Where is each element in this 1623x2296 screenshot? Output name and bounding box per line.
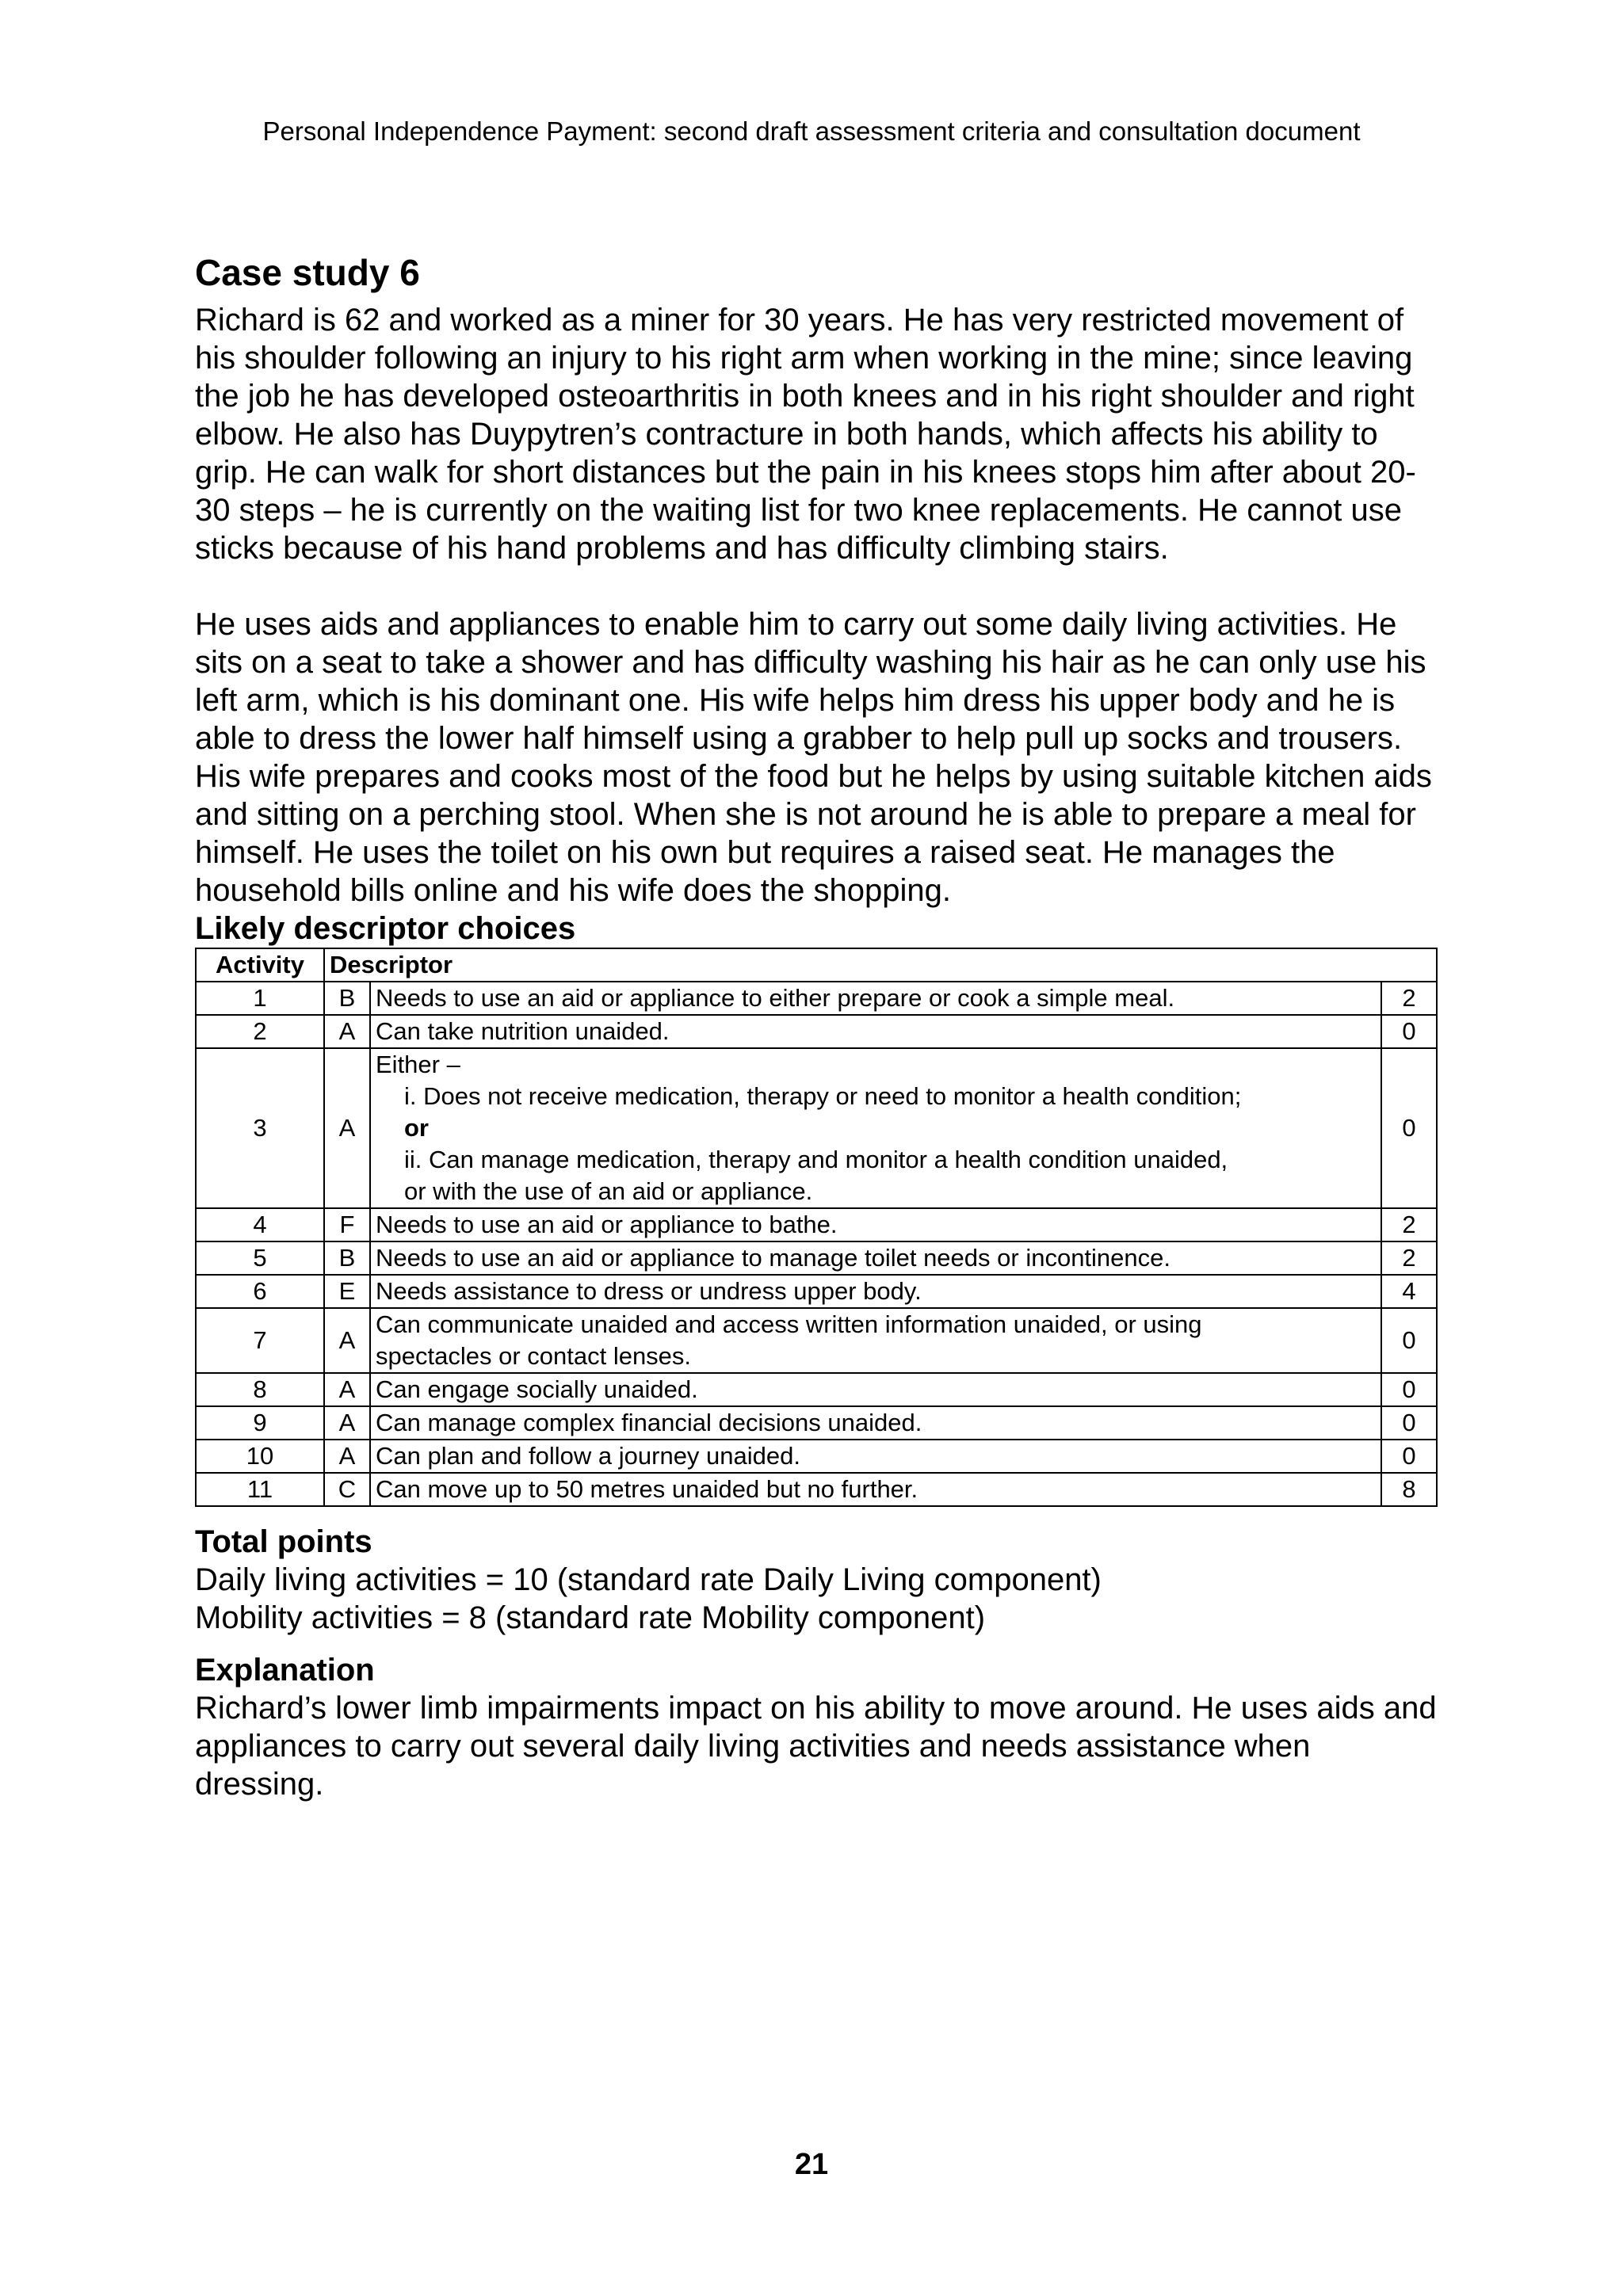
table-row bbox=[196, 982, 1437, 1015]
descriptor-letter: F bbox=[324, 1208, 370, 1241]
activity-number: 1 bbox=[196, 982, 324, 1015]
descriptor-letter: A bbox=[324, 1015, 370, 1048]
explanation-text: Richard’s lower limb impairments impact on his ability to move around. He uses aids and appliances to carry out several daily living activities and needs assistance when dressing. bbox=[195, 1691, 1437, 1802]
total-points-section bbox=[195, 1523, 1447, 1637]
descriptor-letter: A bbox=[324, 1048, 370, 1208]
case-paragraph-2: He uses aids and appliances to enable him to carry out some daily living activities. He sits on a seat to take a shower and has difficulty washing his hair as he can only use his left arm, which is his dominant one. His wife helps him dress his upper body and he is able to dress the lower half himself using a grabber to help pull up socks and trousers. His wife prepares and cooks most of the food but he helps by using suitable kitchen aids and sitting on a perching stool. When she is not around he is able to prepare a meal for himself. He uses the toilet on his own but requires a raised seat. He manages the household bills online and his wife does the shopping. bbox=[195, 607, 1432, 908]
table-row bbox=[196, 1241, 1437, 1275]
explanation-heading: Explanation bbox=[195, 1653, 375, 1688]
option-i: i. Does not receive medication, therapy or need to monitor a health condition; bbox=[404, 1082, 1242, 1110]
descriptor-text-line-2: spectacles or contact lenses. bbox=[376, 1342, 692, 1370]
descriptor-points: 0 bbox=[1381, 1406, 1437, 1440]
descriptor-letter: A bbox=[324, 1308, 370, 1373]
page-content bbox=[195, 250, 1447, 1803]
descriptor-letter: A bbox=[324, 1406, 370, 1440]
option-ii-continued: or with the use of an aid or appliance. bbox=[404, 1177, 813, 1205]
table-row bbox=[196, 1373, 1437, 1406]
activity-number: 5 bbox=[196, 1241, 324, 1275]
descriptor-points: 0 bbox=[1381, 1015, 1437, 1048]
descriptor-letter: A bbox=[324, 1440, 370, 1473]
explanation-section bbox=[195, 1651, 1447, 1803]
descriptor-table bbox=[195, 948, 1438, 1507]
descriptor-text: Needs to use an aid or appliance to either prepare or cook a simple meal. bbox=[370, 982, 1381, 1015]
daily-living-total: Daily living activities = 10 (standard rate Daily Living component) bbox=[195, 1562, 1102, 1597]
descriptor-text: Needs assistance to dress or undress upper body. bbox=[370, 1275, 1381, 1308]
descriptor-points: 0 bbox=[1381, 1440, 1437, 1473]
running-header: Personal Independence Payment: second draft assessment criteria and consultation document bbox=[262, 116, 1361, 146]
descriptor-text: Needs to use an aid or appliance to bathe. bbox=[370, 1208, 1381, 1241]
descriptor-points: 0 bbox=[1381, 1048, 1437, 1208]
activity-number: 4 bbox=[196, 1208, 324, 1241]
table-row bbox=[196, 1308, 1437, 1373]
descriptor-points: 8 bbox=[1381, 1473, 1437, 1506]
descriptor-letter: B bbox=[324, 982, 370, 1015]
descriptor-letter: C bbox=[324, 1473, 370, 1506]
table-row bbox=[196, 1406, 1437, 1440]
case-paragraph-1: Richard is 62 and worked as a miner for 30 years. He has very restricted movement of his shoulder following an injury to his right arm when working in the mine; since leaving the job he has developed osteoarthritis in both knees and in his right shoulder and right elbow. He also has Duypytren’s contracture in both hands, which affects his ability to grip. He can walk for short distances but the pain in his knees stops him after about 20-30 steps – he is currently on the waiting list for two knee replacements. He cannot use sticks because of his hand problems and has difficulty climbing stairs. bbox=[195, 303, 1416, 566]
activity-number: 6 bbox=[196, 1275, 324, 1308]
descriptor-points: 2 bbox=[1381, 982, 1437, 1015]
page-number: 21 bbox=[794, 2148, 829, 2181]
table-row bbox=[196, 1015, 1437, 1048]
table-row bbox=[196, 1275, 1437, 1308]
descriptor-text bbox=[370, 1048, 1381, 1208]
activity-number: 3 bbox=[196, 1048, 324, 1208]
table-header-row bbox=[196, 948, 1437, 982]
activity-number: 10 bbox=[196, 1440, 324, 1473]
descriptor-text-line-1: Can communicate unaided and access written information unaided, or using bbox=[376, 1310, 1202, 1338]
descriptor-text: Can manage complex financial decisions unaided. bbox=[370, 1406, 1381, 1440]
activity-number: 8 bbox=[196, 1373, 324, 1406]
activity-number: 9 bbox=[196, 1406, 324, 1440]
descriptor-column-header: Descriptor bbox=[324, 948, 1437, 982]
descriptor-text: Can engage socially unaided. bbox=[370, 1373, 1381, 1406]
descriptor-text: Can take nutrition unaided. bbox=[370, 1015, 1381, 1048]
activity-column-header: Activity bbox=[196, 948, 324, 982]
table-row bbox=[196, 1048, 1437, 1208]
activity-number: 7 bbox=[196, 1308, 324, 1373]
case-study-title: Case study 6 bbox=[195, 252, 420, 293]
descriptor-letter: A bbox=[324, 1373, 370, 1406]
descriptor-points: 0 bbox=[1381, 1308, 1437, 1373]
table-row bbox=[196, 1440, 1437, 1473]
likely-descriptor-heading: Likely descriptor choices bbox=[195, 911, 576, 946]
activity-number: 11 bbox=[196, 1473, 324, 1506]
descriptor-text: Can move up to 50 metres unaided but no further. bbox=[370, 1473, 1381, 1506]
option-ii: ii. Can manage medication, therapy and monitor a health condition unaided, bbox=[404, 1146, 1228, 1173]
descriptor-points: 0 bbox=[1381, 1373, 1437, 1406]
descriptor-points: 4 bbox=[1381, 1275, 1437, 1308]
descriptor-text bbox=[370, 1308, 1381, 1373]
total-points-heading: Total points bbox=[195, 1524, 372, 1559]
descriptor-points: 2 bbox=[1381, 1208, 1437, 1241]
descriptor-letter: E bbox=[324, 1275, 370, 1308]
descriptor-text: Needs to use an aid or appliance to manage toilet needs or incontinence. bbox=[370, 1241, 1381, 1275]
activity-number: 2 bbox=[196, 1015, 324, 1048]
or-label: or bbox=[404, 1114, 429, 1142]
table-row bbox=[196, 1208, 1437, 1241]
table-row bbox=[196, 1473, 1437, 1506]
either-label: Either – bbox=[376, 1051, 460, 1078]
descriptor-letter: B bbox=[324, 1241, 370, 1275]
descriptor-text: Can plan and follow a journey unaided. bbox=[370, 1440, 1381, 1473]
mobility-total: Mobility activities = 8 (standard rate Mobility component) bbox=[195, 1600, 986, 1635]
descriptor-points: 2 bbox=[1381, 1241, 1437, 1275]
